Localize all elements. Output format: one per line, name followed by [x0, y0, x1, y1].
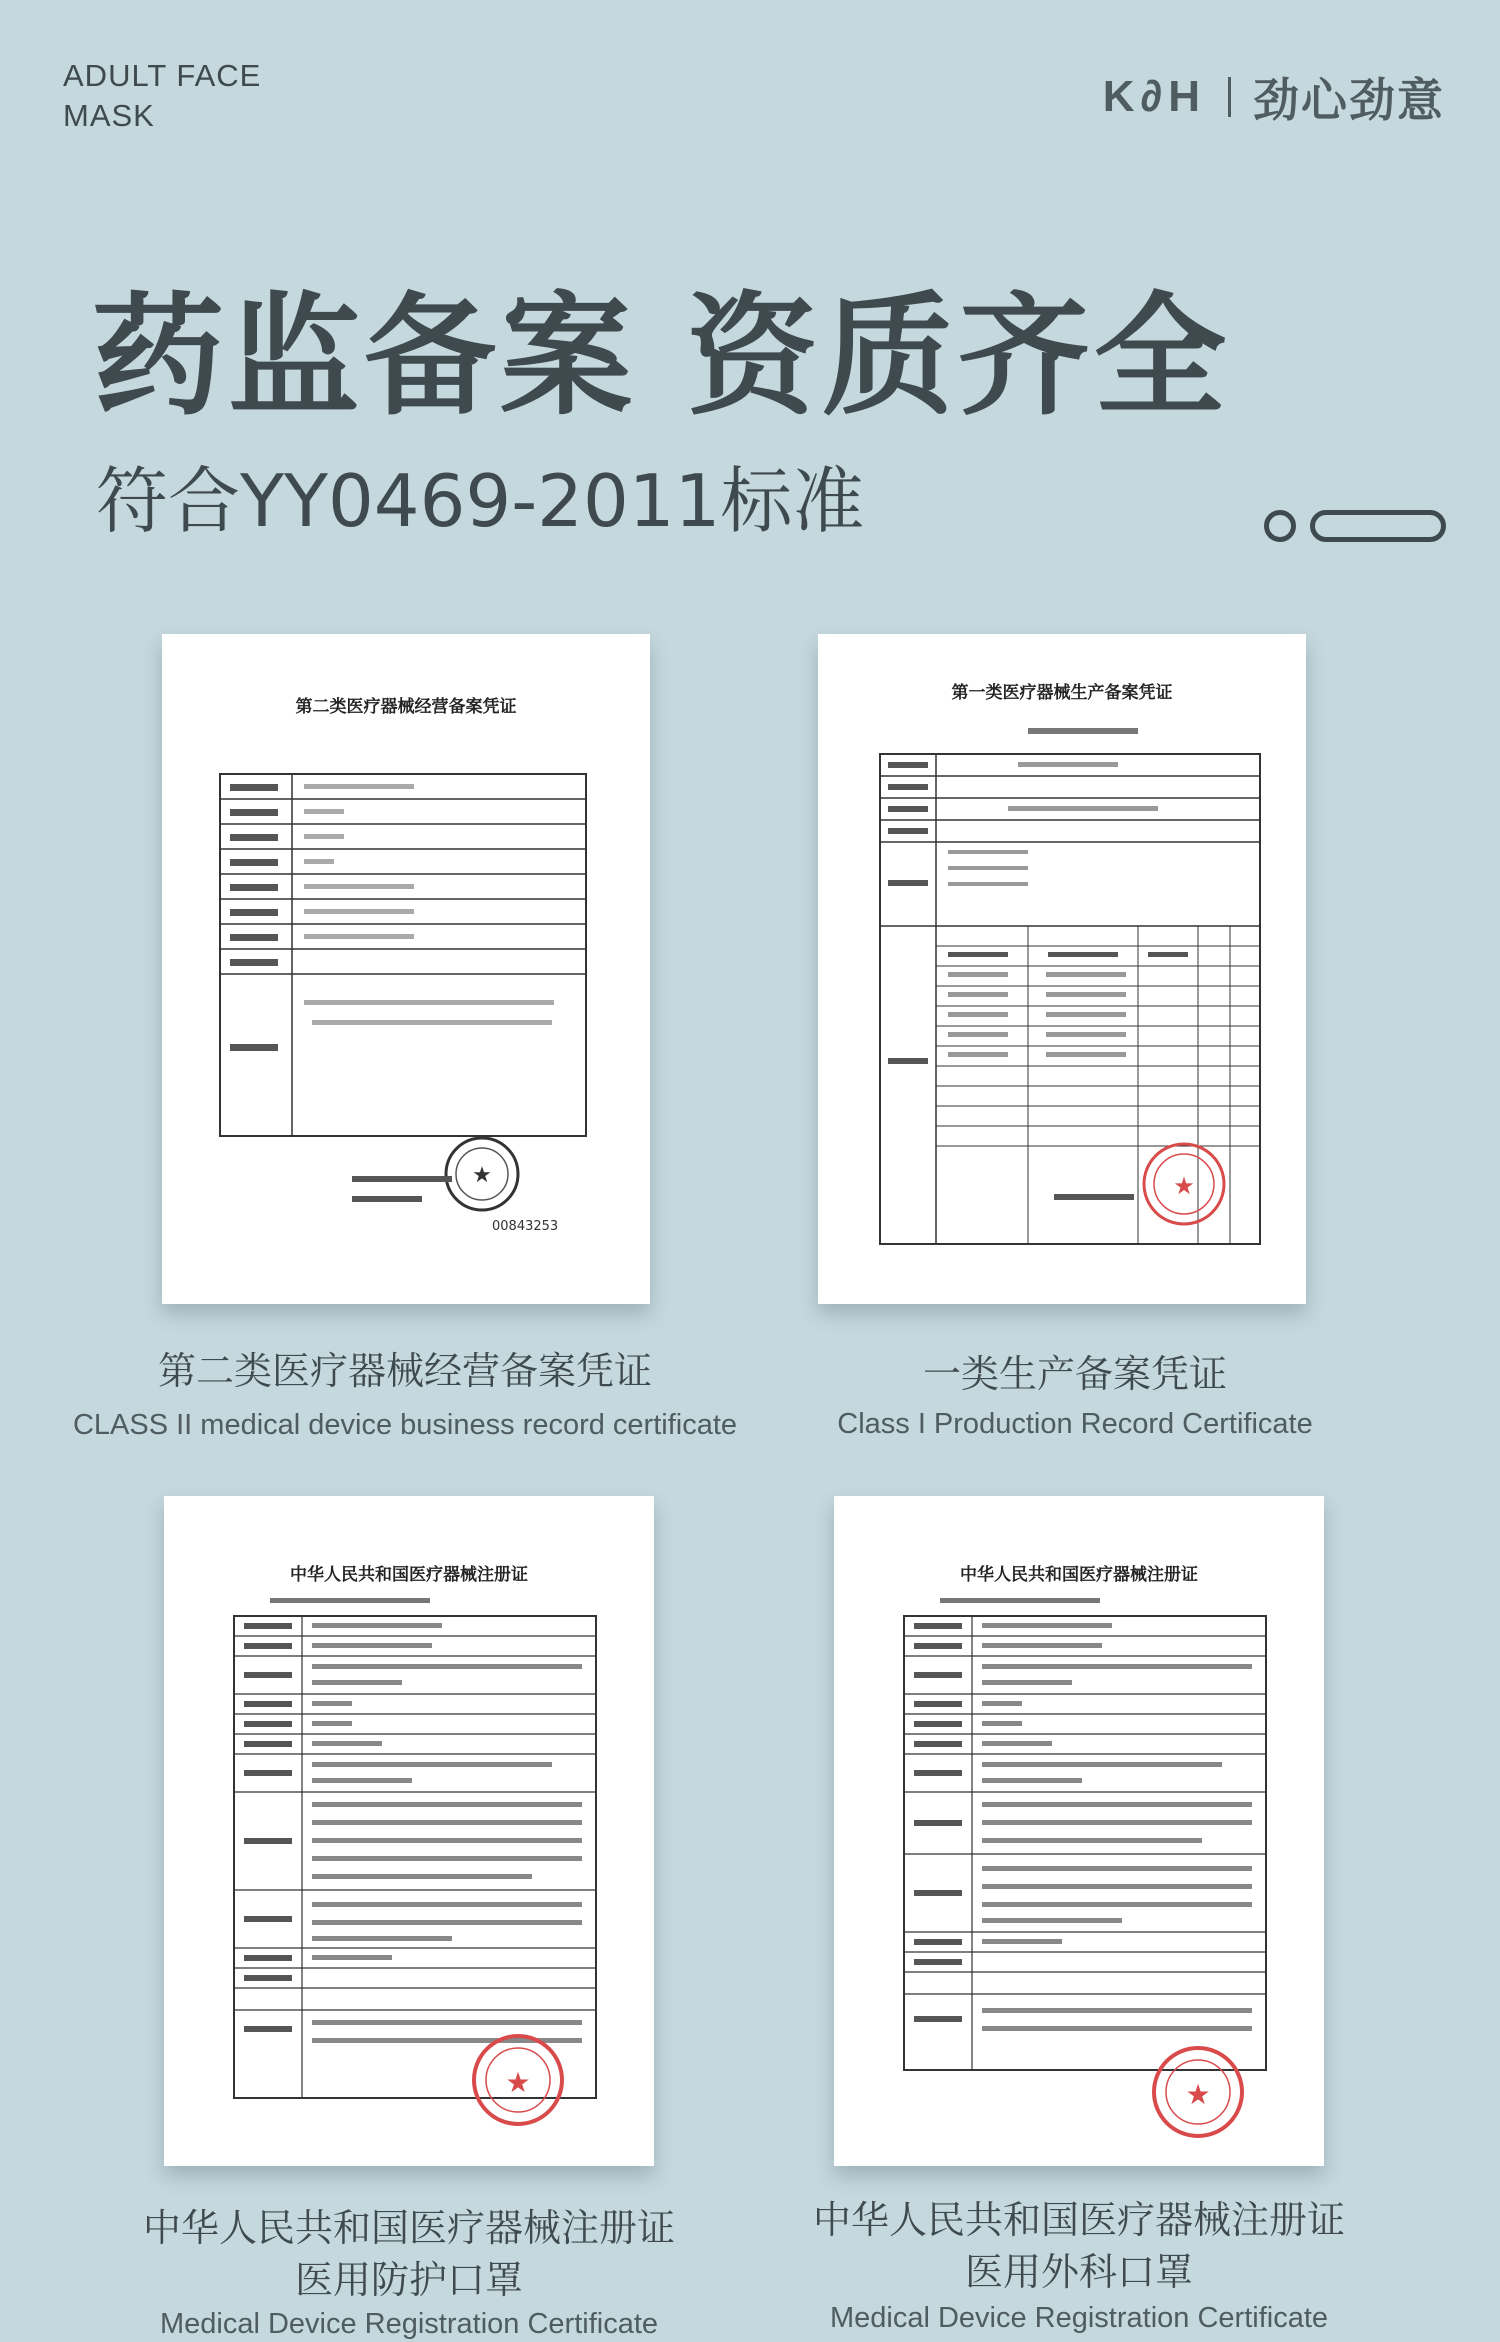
- decorative-dot: [1264, 510, 1296, 542]
- brand-mark: K∂H: [1102, 72, 1206, 121]
- certificate-title: 第二类医疗器械经营备案凭证: [295, 697, 517, 717]
- certificate-scan: [834, 1496, 1324, 2166]
- svg-text:★: ★: [505, 2066, 531, 2099]
- certificate-scan: [818, 634, 1306, 1304]
- certificate-production-record: [818, 634, 1306, 1304]
- certificate-registration-protective: [164, 1496, 654, 2166]
- certificate-scan: [164, 1496, 654, 2166]
- certificate-title: 中华人民共和国医疗器械注册证: [960, 1565, 1198, 1585]
- caption-production-record-en: Class I Production Record Certificate: [837, 1408, 1313, 1440]
- certificate-serial: 00843253: [492, 1219, 559, 1234]
- decorative-pill: [1310, 510, 1446, 542]
- caption-registration-protective-en: Medical Device Registration Certificate: [159, 2308, 659, 2340]
- subline: 符合YY0469-2011标准: [96, 459, 865, 543]
- brand-name: 劲心劲意: [1253, 73, 1445, 127]
- certificate-scan: [162, 634, 650, 1304]
- certificate-business-record: [162, 634, 650, 1304]
- product-label: ADULT FACE MASK: [63, 58, 262, 133]
- certificate-title: 中华人民共和国医疗器械注册证: [290, 1565, 528, 1585]
- svg-text:★: ★: [472, 1163, 492, 1188]
- brand-logo: [1103, 64, 1445, 130]
- caption-business-record-en: CLASS II medical device business record certificate: [72, 1409, 738, 1441]
- svg-text:★: ★: [1185, 2078, 1211, 2111]
- caption-registration-surgical-product: 医用外科口罩: [964, 2250, 1193, 2294]
- caption-registration-surgical-cn: 中华人民共和国医疗器械注册证: [812, 2198, 1345, 2242]
- brand-divider: [1228, 77, 1231, 117]
- caption-business-record-cn: 第二类医疗器械经营备案凭证: [157, 1349, 652, 1393]
- caption-registration-protective-product: 医用防护口罩: [294, 2258, 523, 2302]
- certificate-registration-surgical: [834, 1496, 1324, 2166]
- certificate-title: 第一类医疗器械生产备案凭证: [951, 683, 1173, 703]
- headline: 药监备案 资质齐全: [92, 280, 1230, 434]
- caption-production-record-cn: 一类生产备案凭证: [922, 1352, 1227, 1396]
- svg-text:★: ★: [1173, 1172, 1195, 1200]
- caption-registration-protective-cn: 中华人民共和国医疗器械注册证: [142, 2206, 675, 2250]
- caption-registration-surgical-en: Medical Device Registration Certificate: [829, 2302, 1329, 2334]
